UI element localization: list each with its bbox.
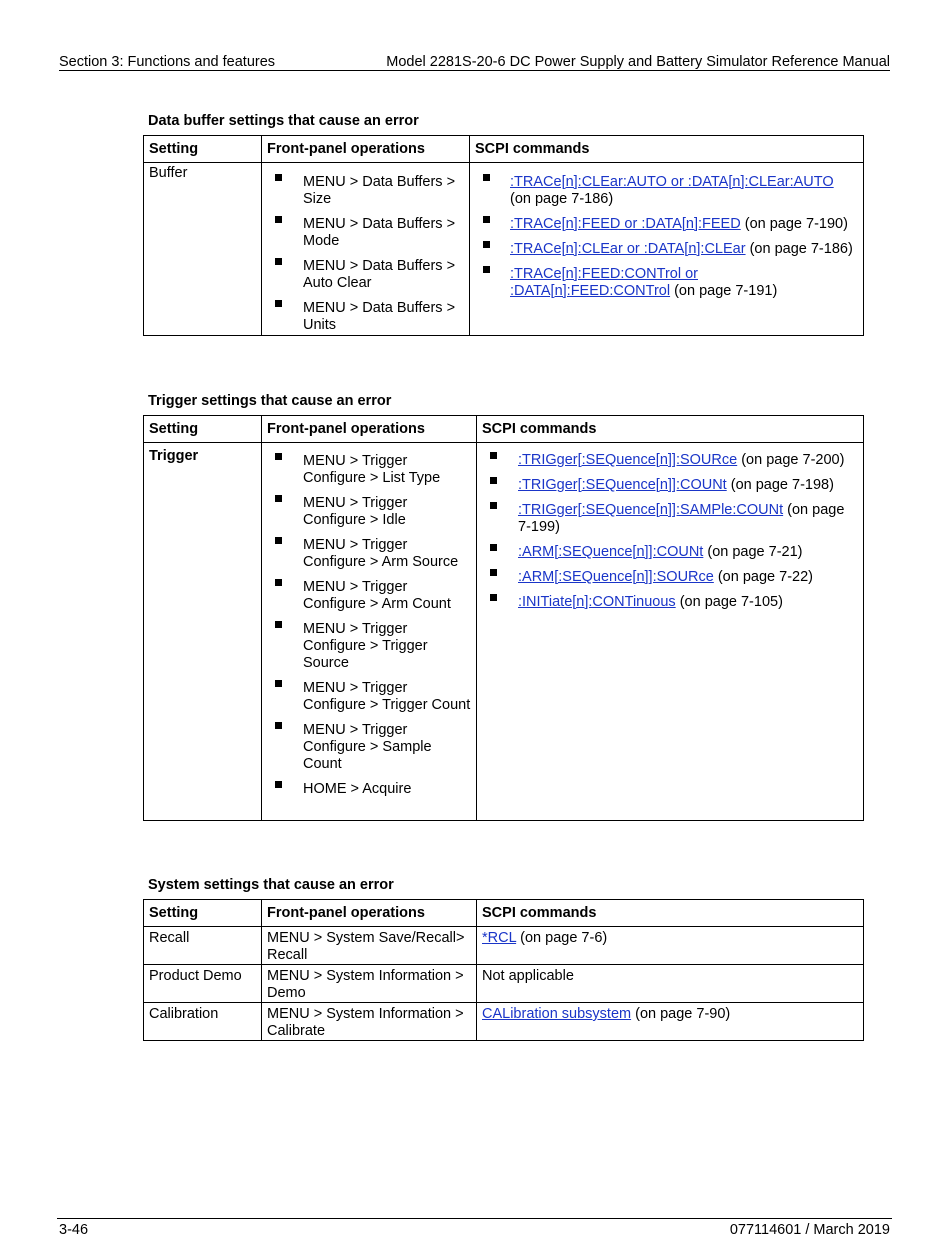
list-item — [482, 544, 858, 561]
front-panel-cell — [262, 163, 470, 336]
menu-path-cont: Auto Clear — [303, 275, 372, 291]
menu-path-cont: Mode — [303, 233, 340, 249]
column-header-setting: Setting — [144, 900, 262, 927]
page-reference: (on page 7-186) — [745, 241, 853, 257]
scpi-command-link[interactable]: *RCL — [482, 930, 517, 946]
system-table — [143, 899, 864, 1041]
footer-page-number: 3-46 — [59, 1222, 89, 1238]
scpi-command-link[interactable]: :TRIGger[:SEQuence[n]]:SOURce — [518, 452, 738, 468]
list-item — [475, 241, 858, 258]
data-buffer-table — [143, 135, 864, 336]
bullet-icon — [275, 495, 282, 502]
list-item — [475, 266, 858, 300]
trigger-table — [143, 415, 864, 821]
bullet-icon — [275, 621, 282, 628]
list-item — [482, 452, 858, 469]
bullet-icon — [490, 544, 497, 551]
data-buffer-table-title: Data buffer settings that cause an error — [148, 113, 419, 129]
page-reference: (on page 7-105) — [675, 594, 783, 610]
header-divider — [59, 70, 890, 71]
bullet-icon — [490, 594, 497, 601]
list-item — [267, 579, 471, 613]
bullet-icon — [483, 266, 490, 273]
list-item — [267, 537, 471, 571]
bullet-icon — [275, 258, 282, 265]
menu-path: MENU > Trigger Configure > List Type — [303, 453, 441, 486]
scpi-command-link[interactable]: :TRIGger[:SEQuence[n]]:COUNt — [518, 477, 727, 493]
scpi-cell — [477, 443, 864, 821]
scpi-command-link[interactable]: :TRACe[n]:FEED or :DATA[n]:FEED — [510, 216, 741, 232]
scpi-cell — [477, 965, 864, 1003]
table-header-row — [144, 136, 864, 163]
bullet-icon — [490, 477, 497, 484]
menu-path-cont: Size — [303, 191, 332, 207]
bullet-icon — [275, 722, 282, 729]
page-reference: (on page 7-21) — [703, 544, 803, 560]
menu-path-cont: Units — [303, 317, 337, 333]
setting-cell: Calibration — [144, 1003, 262, 1041]
bullet-icon — [275, 453, 282, 460]
scpi-command-link[interactable]: :TRACe[n]:CLEar or :DATA[n]:CLEar — [510, 241, 746, 257]
table-row — [144, 163, 864, 336]
menu-path: MENU > Trigger Configure > Idle — [303, 495, 408, 528]
header-manual-title: Model 2281S-20-6 DC Power Supply and Battery Simulator Reference Manual — [386, 54, 890, 70]
list-item — [267, 216, 464, 250]
menu-path: MENU > Data Buffers > — [303, 216, 456, 232]
list-item — [482, 569, 858, 586]
table-header-row — [144, 900, 864, 927]
front-panel-cell: MENU > System Information > Calibrate — [262, 1003, 477, 1041]
list-item — [267, 453, 471, 487]
table-row — [144, 1003, 864, 1041]
scpi-list — [475, 174, 858, 300]
list-item — [267, 258, 464, 292]
bullet-icon — [483, 216, 490, 223]
bullet-icon — [275, 174, 282, 181]
scpi-command-link[interactable]: :TRACe[n]:CLEar:AUTO or :DATA[n]:CLEar:AUTO — [510, 174, 834, 190]
footer-document-number: 077114601 / March 2019 — [729, 1222, 890, 1238]
column-header-front-panel: Front-panel operations — [262, 416, 477, 443]
bullet-icon — [275, 781, 282, 788]
setting-cell: Trigger — [144, 443, 262, 821]
menu-path: MENU > Data Buffers > — [303, 300, 456, 316]
front-panel-cell: MENU > System Save/Recall> Recall — [262, 927, 477, 965]
column-header-front-panel: Front-panel operations — [262, 136, 470, 163]
list-item — [482, 502, 858, 536]
bullet-icon — [483, 174, 490, 181]
list-item — [482, 594, 858, 611]
page-reference: (on page 7-199) — [518, 502, 845, 535]
table-row — [144, 965, 864, 1003]
scpi-command-link[interactable]: :ARM[:SEQuence[n]]:COUNt — [518, 544, 704, 560]
scpi-command-link[interactable]: :TRACe[n]:FEED:CONTrol or :DATA[n]:FEED:CONTrol — [510, 266, 698, 299]
page-reference: (on page 7-6) — [516, 930, 608, 946]
scpi-command-link[interactable]: :TRIGger[:SEQuence[n]]:SAMPle:COUNt — [518, 502, 784, 518]
scpi-cell — [477, 1003, 864, 1041]
menu-path: MENU > Data Buffers > — [303, 174, 456, 190]
page-reference: (on page 7-190) — [740, 216, 848, 232]
scpi-command-link[interactable]: :INITiate[n]:CONTinuous — [518, 594, 676, 610]
scpi-list — [482, 452, 858, 611]
front-panel-list — [267, 453, 471, 798]
column-header-setting: Setting — [144, 416, 262, 443]
menu-path: MENU > Trigger Configure > Sample Count — [303, 722, 432, 772]
setting-cell: Recall — [144, 927, 262, 965]
bullet-icon — [490, 452, 497, 459]
table-header-row — [144, 416, 864, 443]
menu-path: MENU > Trigger Configure > Trigger Count — [303, 680, 471, 713]
bullet-icon — [275, 579, 282, 586]
list-item — [267, 174, 464, 208]
list-item — [267, 781, 471, 798]
column-header-scpi: SCPI commands — [477, 900, 864, 927]
scpi-command-link[interactable]: CALibration subsystem — [482, 1006, 632, 1022]
page-reference: (on page 7-200) — [737, 452, 845, 468]
setting-cell: Buffer — [144, 163, 262, 336]
scpi-cell — [477, 927, 864, 965]
page-reference: (on page 7-90) — [631, 1006, 731, 1022]
page-reference: (on page 7-186) — [510, 191, 614, 207]
bullet-icon — [483, 241, 490, 248]
scpi-command-link[interactable]: :ARM[:SEQuence[n]]:SOURce — [518, 569, 714, 585]
menu-path: HOME > Acquire — [303, 781, 412, 797]
list-item — [482, 477, 858, 494]
page-reference: (on page 7-22) — [713, 569, 813, 585]
setting-cell: Product Demo — [144, 965, 262, 1003]
list-item — [267, 300, 464, 334]
column-header-scpi: SCPI commands — [470, 136, 864, 163]
front-panel-cell: MENU > System Information > Demo — [262, 965, 477, 1003]
bullet-icon — [275, 216, 282, 223]
list-item — [267, 621, 471, 672]
bullet-icon — [275, 680, 282, 687]
list-item — [475, 174, 858, 208]
bullet-icon — [490, 569, 497, 576]
list-item — [267, 495, 471, 529]
front-panel-list — [267, 174, 464, 334]
table-row — [144, 443, 864, 821]
scpi-cell — [470, 163, 864, 336]
header-section-title: Section 3: Functions and features — [59, 54, 276, 70]
menu-path: MENU > Trigger Configure > Trigger Source — [303, 621, 428, 671]
page-reference: (on page 7-198) — [726, 477, 834, 493]
column-header-scpi: SCPI commands — [477, 416, 864, 443]
trigger-table-title: Trigger settings that cause an error — [148, 393, 392, 409]
column-header-setting: Setting — [144, 136, 262, 163]
page-reference: (on page 7-191) — [670, 283, 778, 299]
bullet-icon — [275, 537, 282, 544]
system-table-title: System settings that cause an error — [148, 877, 394, 893]
column-header-front-panel: Front-panel operations — [262, 900, 477, 927]
list-item — [475, 216, 858, 233]
bullet-icon — [490, 502, 497, 509]
menu-path: MENU > Trigger Configure > Arm Source — [303, 537, 459, 570]
menu-path: MENU > Trigger Configure > Arm Count — [303, 579, 451, 612]
not-applicable-text: Not applicable — [482, 968, 574, 984]
menu-path: MENU > Data Buffers > — [303, 258, 456, 274]
list-item — [267, 722, 471, 773]
list-item — [267, 680, 471, 714]
front-panel-cell — [262, 443, 477, 821]
table-row — [144, 927, 864, 965]
bullet-icon — [275, 300, 282, 307]
footer-divider — [57, 1218, 892, 1219]
